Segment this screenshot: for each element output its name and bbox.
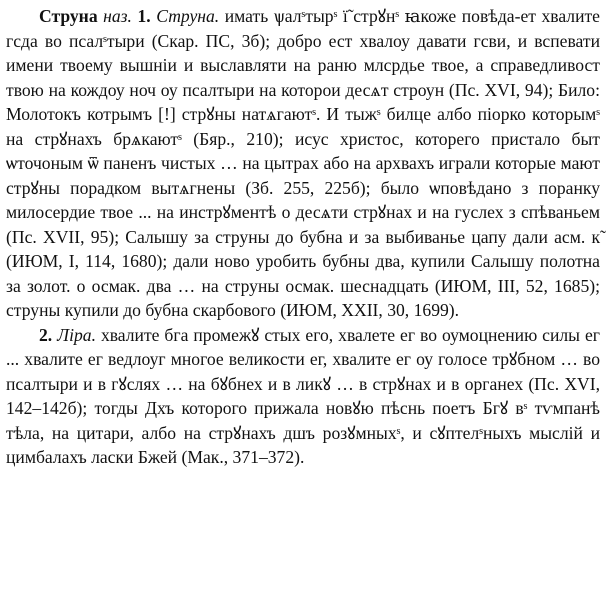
sense-1-text: имать ѱалˢтырˢ ї̃ стрꙋнˢ ꙗкоже повѣда-ет хвалите гсда во псалˢтыри (Скар. ПС, 3б); добро ест хвалоу давати гсви, и вспевати имени твоему вышніи и выславляти на раню млсрдье твое, а справедливост твою на кождоу ноч оу псалтыри на которои десѧт строун (Пс. XVI, 94); Било: Молотокъ котрымъ [!] стрꙋны натѧгаютˢ. И тыжˢ билце албо піорко которымˢ на стрꙋнахъ брѧкаютˢ (Бяр., 210); исус христос, которего пристало быт ѡточоным ѿ паненъ чистых … на цытрах або на архвахъ играли которые мают стрꙋны порадком вытѧгнены (Зб. 255, 225б); было ѡповѣдано з поранку милосердие твое ... на инстрꙋментѣ о десѧти стрꙋнах и на гуслех з спѣваньем (Пс. XVII, 95); Салышу за струны до бубна и за выбиванье цапу дали асм. к̃ (ИЮМ, I, 114, 1680); дали ново уробить бубны два, купили Салышу полотна за золот. о осмак. два … на струны осмак. шеснадцать (ИЮМ, III, 52, 1685); струны купили до бубна скарбового (ИЮМ, XXII, 30, 1699).: [6, 6, 600, 320]
part-of-speech: наз.: [103, 6, 132, 26]
headword: Струна: [39, 6, 98, 26]
sense-2-text: хвалите бга промежꙋ стых его, хвалете ег во оумоцнению силы ег ... хвалите ег ведлоуг многое великости ег, хвалите ег оу голосе трꙋбном … во псалтыри и в гꙋслях … на бꙋбнех и в ликꙋ … в стрꙋнах и в органех (Пс. XVI, 142–142б); тогды Дхъ которого прижала новꙋю пѣснь поетъ Бгꙋ вˢ тѵмпанѣ тѣла, на цитари, албо на стрꙋнахъ дшъ розꙋмныхˢ, и сꙋптелˢныхъ мыслій и цимбалахъ ласки Бжей (Мак., 371–372).: [6, 324, 600, 467]
sense-1-paragraph: [6, 4, 600, 323]
sense-2-gloss: Ліра.: [57, 324, 96, 345]
sense-2-number: 2.: [39, 324, 53, 345]
sense-1-gloss: Струна.: [156, 6, 220, 26]
sense-1-number: 1.: [137, 6, 151, 26]
sense-2-paragraph: [6, 323, 600, 470]
